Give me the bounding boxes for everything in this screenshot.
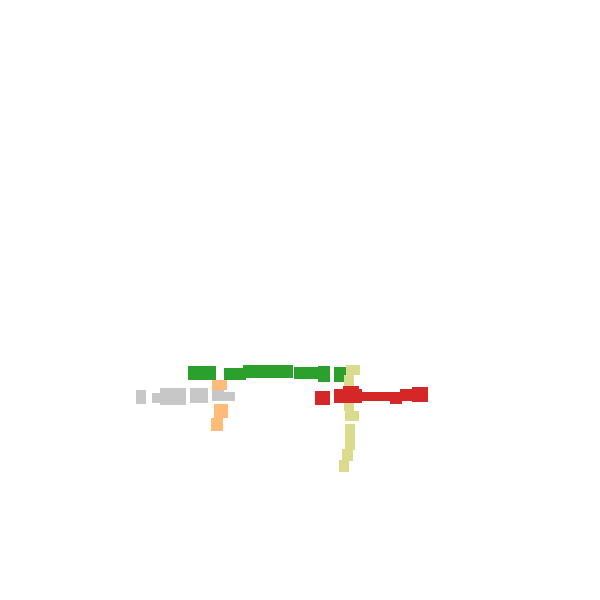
olive-segment — [345, 424, 355, 450]
green-segment — [243, 365, 293, 378]
gray-segment — [190, 388, 208, 403]
green-segment — [318, 366, 330, 382]
red-segment — [412, 387, 428, 402]
olive-segment — [346, 365, 360, 375]
red-segment — [343, 386, 359, 392]
gray-segment — [160, 388, 186, 405]
orange-segment — [214, 404, 228, 418]
gray-segment — [223, 392, 235, 401]
olive-segment — [339, 460, 349, 472]
green-segment — [188, 366, 216, 380]
orange-segment — [211, 418, 223, 431]
red-segment — [315, 391, 330, 405]
red-segment — [360, 392, 392, 401]
orange-segment — [212, 380, 227, 390]
olive-segment — [345, 411, 359, 421]
gray-segment — [136, 390, 146, 404]
